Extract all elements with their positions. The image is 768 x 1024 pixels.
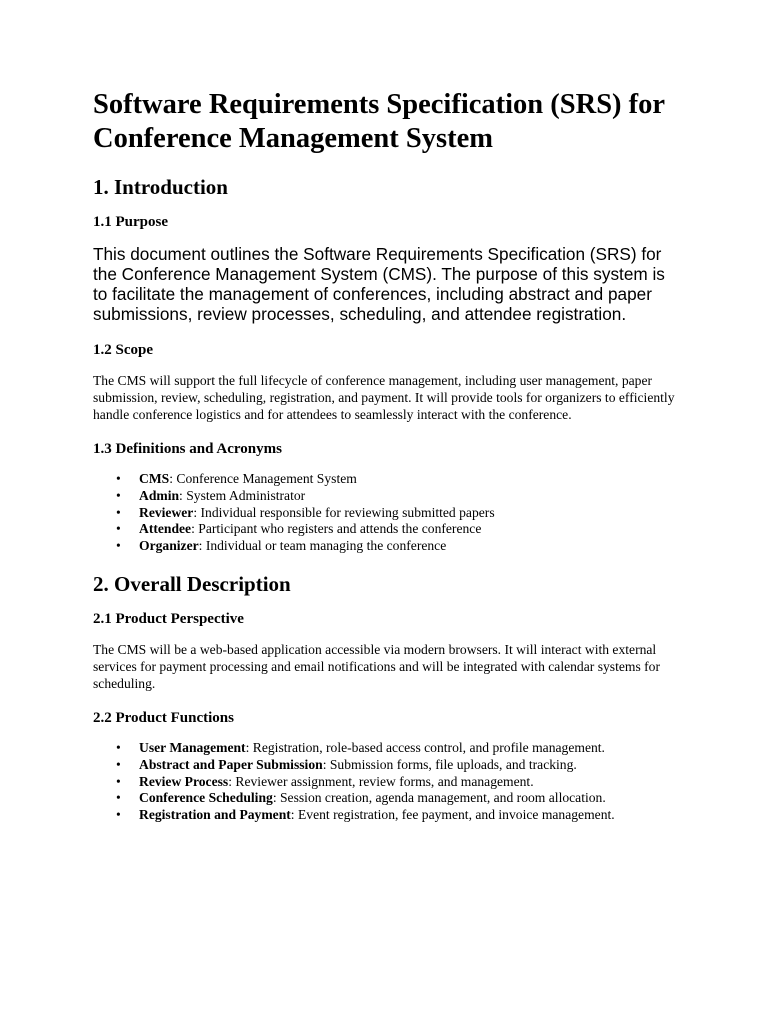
list-item: [116, 790, 678, 807]
bullet-icon: •: [116, 756, 121, 772]
bullet-icon: •: [116, 487, 121, 503]
subsection-heading-definitions: 1.3 Definitions and Acronyms: [93, 441, 282, 457]
section-heading-introduction: 1. Introduction: [93, 175, 228, 199]
function-term: Review Process: [139, 773, 229, 789]
function-term: User Management: [139, 739, 246, 755]
list-item: [116, 807, 678, 824]
list-item: [116, 521, 678, 538]
subsection-heading-scope: 1.2 Scope: [93, 342, 153, 358]
list-item: [116, 504, 678, 522]
definition-term: Reviewer: [139, 504, 194, 520]
definition-text: : Individual or team managing the conference: [198, 538, 447, 554]
scope-paragraph: The CMS will support the full lifecycle of conference management, including user management, paper submission, review, scheduling, registration, and payment. It will provide tools for organizers to efficiently handle conference logistics and for attendees to seamlessly interact with the conference.: [93, 373, 675, 422]
function-term: Registration and Payment: [139, 807, 291, 823]
function-term: Abstract and Paper Submission: [139, 756, 323, 772]
definition-term: Attendee: [139, 521, 192, 537]
list-item: [116, 487, 678, 505]
purpose-paragraph: This document outlines the Software Requirements Specification (SRS) for the Conference Management System (CMS). The purpose of this system is to facilitate the management of conferences, including abstract and paper submissions, review processes, scheduling, and attendee registration.: [93, 244, 665, 324]
bullet-icon: •: [116, 807, 121, 823]
bullet-icon: •: [116, 790, 121, 806]
definition-text: : System Administrator: [179, 487, 306, 503]
definition-text: : Participant who registers and attends the conference: [191, 521, 482, 537]
definition-term: Admin: [139, 487, 180, 503]
document-title: Software Requirements Specification (SRS) for Conference Management System: [93, 89, 665, 154]
bullet-icon: •: [116, 504, 121, 520]
list-item: [116, 471, 678, 488]
subsection-heading-product-perspective: 2.1 Product Perspective: [93, 610, 244, 627]
section-heading-overall-description: 2. Overall Description: [93, 571, 291, 596]
list-item: [116, 773, 678, 791]
function-text: : Registration, role-based access control, and profile management.: [245, 739, 605, 755]
bullet-icon: •: [116, 739, 121, 755]
function-term: Conference Scheduling: [139, 790, 273, 806]
product-perspective-paragraph: The CMS will be a web-based application accessible via modern browsers. It will interact with external services for payment processing and email notifications and will be integrated with calendar systems for scheduling.: [93, 641, 660, 691]
function-text: : Submission forms, file uploads, and tracking.: [322, 756, 577, 772]
list-item: [116, 538, 678, 555]
bullet-icon: •: [116, 521, 121, 537]
function-text: : Event registration, fee payment, and invoice management.: [290, 807, 615, 823]
list-item: [116, 739, 678, 757]
definition-term: CMS: [139, 471, 170, 486]
definitions-list: [93, 471, 678, 555]
definition-text: : Conference Management System: [169, 471, 357, 486]
product-functions-list: [93, 740, 678, 824]
function-text: : Reviewer assignment, review forms, and management.: [228, 773, 534, 789]
subsection-heading-purpose: 1.1 Purpose: [93, 214, 168, 230]
subsection-heading-product-functions: 2.2 Product Functions: [93, 709, 234, 726]
list-item: [116, 756, 678, 774]
bullet-icon: •: [116, 471, 121, 486]
bullet-icon: •: [116, 773, 121, 789]
definition-term: Organizer: [139, 538, 199, 554]
function-text: : Session creation, agenda management, and room allocation.: [272, 790, 606, 806]
bullet-icon: •: [116, 538, 121, 554]
definition-text: : Individual responsible for reviewing submitted papers: [193, 504, 495, 520]
